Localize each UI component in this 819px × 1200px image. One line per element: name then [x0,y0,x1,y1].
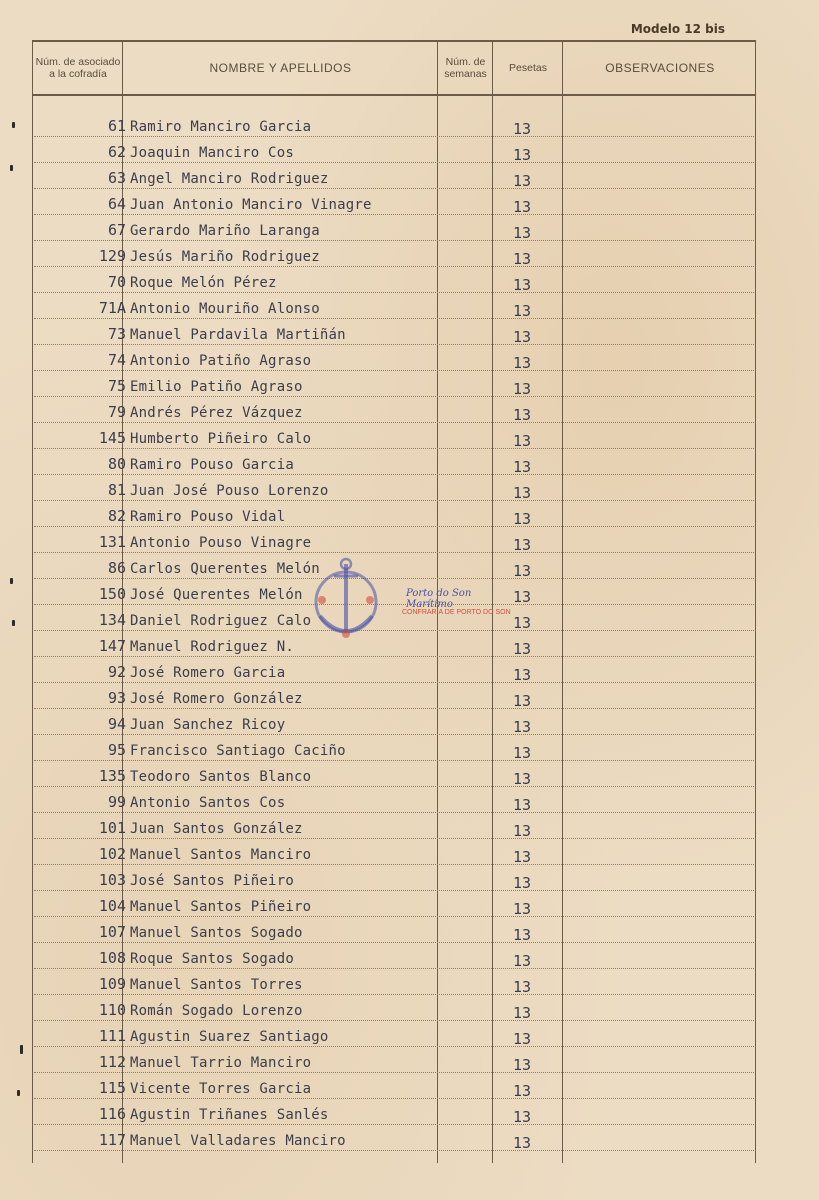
pesetas-value: 13 [512,1108,532,1126]
pesetas-value: 13 [512,692,532,710]
member-name: Manuel Pardavila Martiñán [130,327,346,343]
pesetas-value: 13 [512,1056,532,1074]
dotted-rule [34,1150,754,1151]
member-number: 62 [107,143,126,161]
member-number: 112 [98,1053,126,1071]
table-row [34,687,754,711]
margin-mark [17,1090,20,1096]
member-name: Teodoro Santos Blanco [130,769,312,785]
table-row [34,271,754,295]
table-row [34,323,754,347]
member-number: 79 [107,403,126,421]
member-name: Manuel Tarrio Manciro [130,1055,312,1071]
pesetas-value: 13 [512,952,532,970]
dotted-rule [34,1046,754,1047]
margin-mark [20,1045,23,1054]
pesetas-value: 13 [512,276,532,294]
table-row [34,739,754,763]
pesetas-value: 13 [512,926,532,944]
member-number: 104 [98,897,126,915]
dotted-rule [34,318,754,319]
pesetas-value: 13 [512,1082,532,1100]
dotted-rule [34,916,754,917]
member-number: 94 [107,715,126,733]
dotted-rule [34,682,754,683]
pesetas-value: 13 [512,146,532,164]
pesetas-value: 13 [512,510,532,528]
dotted-rule [34,1098,754,1099]
member-name: Juan Antonio Manciro Vinagre [130,197,372,213]
table-row [34,193,754,217]
table-row [34,245,754,269]
dotted-rule [34,344,754,345]
member-name: Francisco Santiago Caciño [130,743,346,759]
header-weeks: Núm. de semanas [444,56,487,80]
member-number: 73 [107,325,126,343]
table-row [34,817,754,841]
table-row [34,713,754,737]
dotted-rule [34,500,754,501]
pesetas-value: 13 [512,1030,532,1048]
dotted-rule [34,162,754,163]
pesetas-value: 13 [512,302,532,320]
dotted-rule [34,292,754,293]
dotted-rule [34,942,754,943]
table-row [34,947,754,971]
table-row [34,765,754,789]
dotted-rule [34,214,754,215]
member-number: 86 [107,559,126,577]
pesetas-value: 13 [512,328,532,346]
member-number: 67 [107,221,126,239]
model-label: Modelo 12 bis [630,22,725,36]
member-number: 92 [107,663,126,681]
dotted-rule [34,708,754,709]
member-number: 150 [98,585,126,603]
member-number: 134 [98,611,126,629]
dotted-rule [34,552,754,553]
pesetas-value: 13 [512,1004,532,1022]
pesetas-value: 13 [512,822,532,840]
table-row [34,349,754,373]
table-row [34,1025,754,1049]
member-name: Antonio Patiño Agraso [130,353,312,369]
dotted-rule [34,994,754,995]
member-number: 82 [107,507,126,525]
member-number: 95 [107,741,126,759]
member-number: 70 [107,273,126,291]
member-name: Manuel Santos Piñeiro [130,899,312,915]
dotted-rule [34,188,754,189]
member-number: 63 [107,169,126,187]
dotted-rule [34,136,754,137]
margin-mark [12,122,15,128]
table-row [34,895,754,919]
member-name: Joaquin Manciro Cos [130,145,294,161]
member-name: Emilio Patiño Agraso [130,379,303,395]
dotted-rule [34,890,754,891]
table-row [34,479,754,503]
table-row [34,1077,754,1101]
member-name: José Romero Garcia [130,665,286,681]
member-number: 108 [98,949,126,967]
dotted-rule [34,370,754,371]
pesetas-value: 13 [512,666,532,684]
pesetas-value: 13 [512,172,532,190]
anchor-icon [306,554,416,654]
dotted-rule [34,422,754,423]
pesetas-value: 13 [512,874,532,892]
member-number: 74 [107,351,126,369]
member-name: Gerardo Mariño Laranga [130,223,320,239]
pesetas-value: 13 [512,458,532,476]
header-pesetas: Pesetas [509,62,547,74]
pesetas-value: 13 [512,120,532,138]
member-number: 99 [107,793,126,811]
member-name: Roque Melón Pérez [130,275,277,291]
member-number: 111 [98,1027,126,1045]
cofradia-stamp [306,554,516,654]
table-row [34,1051,754,1075]
dotted-rule [34,760,754,761]
member-name: Manuel Santos Sogado [130,925,303,941]
member-number: 71A [98,299,126,317]
table-row [34,375,754,399]
member-number: 145 [98,429,126,447]
member-number: 93 [107,689,126,707]
dotted-rule [34,864,754,865]
member-name: Daniel Rodriguez Calo [130,613,312,629]
member-number: 110 [98,1001,126,1019]
member-name: Juan Santos González [130,821,303,837]
member-number: 135 [98,767,126,785]
table-row [34,453,754,477]
member-name: José Querentes Melón [130,587,303,603]
dotted-rule [34,474,754,475]
pesetas-value: 13 [512,432,532,450]
dotted-rule [34,1020,754,1021]
member-name: Manuel Santos Manciro [130,847,312,863]
member-number: 64 [107,195,126,213]
member-number: 102 [98,845,126,863]
stamp-subtitle: CONFRARIA DE PORTO DO SON [402,609,511,616]
pesetas-value: 13 [512,484,532,502]
dotted-rule [34,968,754,969]
margin-mark [12,620,15,626]
pesetas-value: 13 [512,770,532,788]
pesetas-value: 13 [512,380,532,398]
dotted-rule [34,526,754,527]
member-name: Jesús Mariño Rodriguez [130,249,320,265]
member-name: Antonio Santos Cos [130,795,286,811]
member-name: Antonio Pouso Vinagre [130,535,312,551]
member-number: 75 [107,377,126,395]
table-row [34,973,754,997]
dotted-rule [34,1072,754,1073]
member-name: Román Sogado Lorenzo [130,1003,303,1019]
pesetas-value: 13 [512,224,532,242]
pesetas-value: 13 [512,250,532,268]
member-number: 117 [98,1131,126,1149]
dotted-rule [34,266,754,267]
member-number: 116 [98,1105,126,1123]
member-name: Antonio Mouriño Alonso [130,301,320,317]
dotted-rule [34,838,754,839]
member-number: 80 [107,455,126,473]
dotted-rule [34,656,754,657]
member-number: 129 [98,247,126,265]
table-row [34,791,754,815]
pesetas-value: 13 [512,796,532,814]
table-row [34,115,754,139]
table-row [34,869,754,893]
member-name: Agustin Triñanes Sanlés [130,1107,329,1123]
member-number: 109 [98,975,126,993]
member-number: 103 [98,871,126,889]
member-name: Ramiro Manciro Garcia [130,119,312,135]
member-number: 115 [98,1079,126,1097]
member-name: Manuel Rodriguez N. [130,639,294,655]
member-name: Vicente Torres Garcia [130,1081,312,1097]
table-row [34,167,754,191]
member-name: Juan José Pouso Lorenzo [130,483,329,499]
pesetas-value: 13 [512,536,532,554]
member-number: 81 [107,481,126,499]
member-name: Ramiro Pouso Garcia [130,457,294,473]
pesetas-value: 13 [512,744,532,762]
member-name: Agustin Suarez Santiago [130,1029,329,1045]
pesetas-value: 13 [512,198,532,216]
dotted-rule [34,1124,754,1125]
table-row [34,921,754,945]
member-number: 131 [98,533,126,551]
table-row [34,531,754,555]
pesetas-value: 13 [512,354,532,372]
member-name: Ramiro Pouso Vidal [130,509,286,525]
header-name: NOMBRE Y APELLIDOS [209,61,352,75]
table-row [34,1129,754,1153]
pesetas-value: 13 [512,562,532,580]
member-name: José Romero González [130,691,303,707]
pesetas-value: 13 [512,406,532,424]
table-row [34,427,754,451]
member-name: José Santos Piñeiro [130,873,294,889]
member-name: Angel Manciro Rodriguez [130,171,329,187]
pesetas-value: 13 [512,900,532,918]
member-number: 101 [98,819,126,837]
table-row [34,1103,754,1127]
member-name: Andrés Pérez Vázquez [130,405,303,421]
member-name: Manuel Santos Torres [130,977,303,993]
member-name: Roque Santos Sogado [130,951,294,967]
member-name: Carlos Querentes Melón [130,561,320,577]
dotted-rule [34,448,754,449]
header-observations: OBSERVACIONES [605,61,715,75]
dotted-rule [34,812,754,813]
stamp-title: Porto do Son Marítimo [406,588,472,610]
member-number: 107 [98,923,126,941]
margin-mark [10,165,13,171]
pesetas-value: 13 [512,848,532,866]
pesetas-value: 13 [512,718,532,736]
pesetas-value: 13 [512,588,532,606]
member-number: 147 [98,637,126,655]
pesetas-value: 13 [512,640,532,658]
dotted-rule [34,240,754,241]
dotted-rule [34,396,754,397]
dotted-rule [34,734,754,735]
margin-mark [10,578,13,584]
member-name: Manuel Valladares Manciro [130,1133,346,1149]
table-row [34,297,754,321]
header-number: Núm. de asociado a la cofradía [35,56,121,80]
member-number: 61 [107,117,126,135]
table-row [34,401,754,425]
table-row [34,141,754,165]
member-name: Juan Sanchez Ricoy [130,717,286,733]
pesetas-value: 13 [512,1134,532,1152]
table-row [34,843,754,867]
member-name: Humberto Piñeiro Calo [130,431,312,447]
table-row [34,661,754,685]
pesetas-value: 13 [512,614,532,632]
table-row [34,505,754,529]
table-row [34,219,754,243]
table-row [34,999,754,1023]
pesetas-value: 13 [512,978,532,996]
dotted-rule [34,786,754,787]
